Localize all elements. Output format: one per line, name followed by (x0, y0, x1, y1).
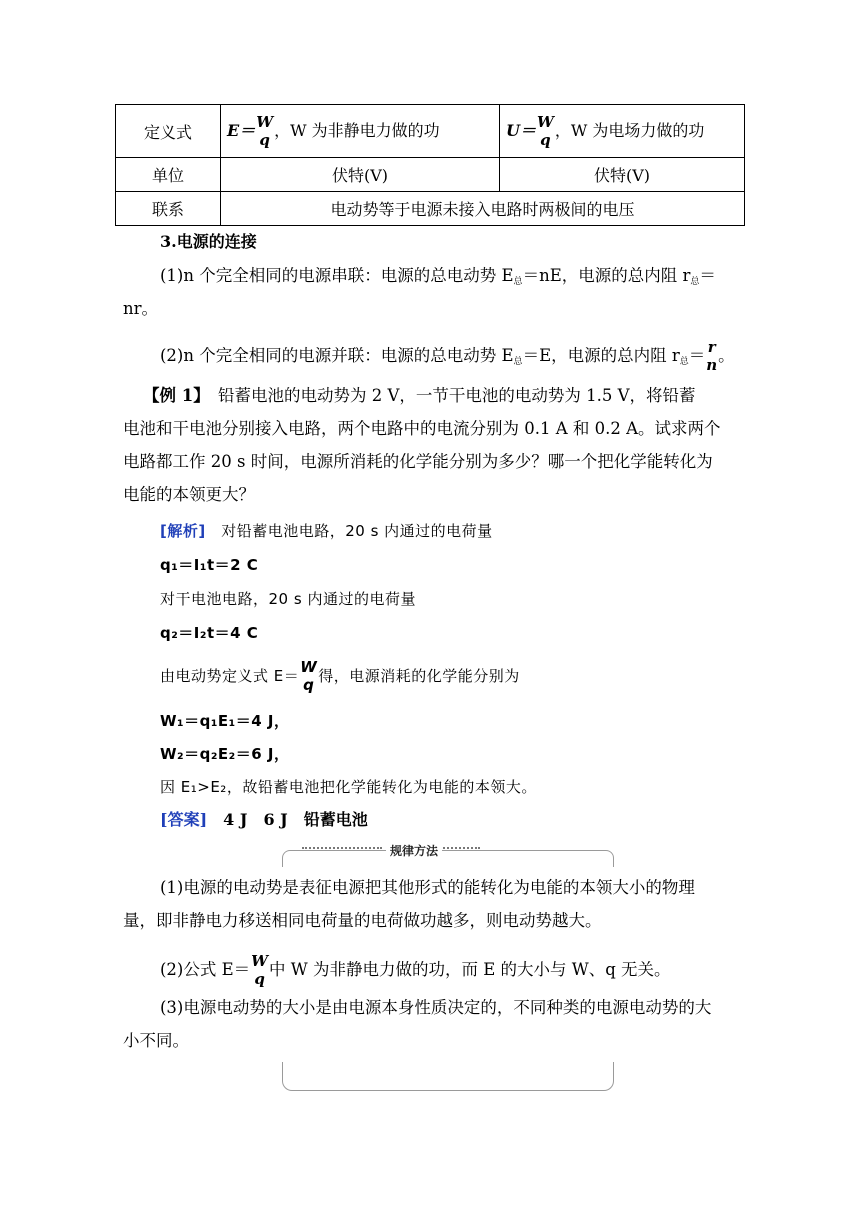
solution-line2: q₁＝I₁t＝2 C (160, 556, 259, 574)
method-p2-text-a: (2)公式 E＝ (160, 960, 251, 979)
answer-line (160, 810, 368, 830)
example-line4: 电能的本领更大？ (123, 485, 255, 504)
solution-tag: [解析] (160, 522, 206, 540)
cell-label-relation: 联系 (116, 192, 221, 226)
series-text-a: (1)n 个完全相同的电源串联：电源的总电动势 E (160, 266, 514, 285)
cell-voltage-definition (500, 105, 745, 158)
emf-numerator: W (256, 112, 274, 131)
method-p3-line1: (3)电源电动势的大小是由电源本身性质决定的，不同种类的电源电动势的大 (160, 998, 712, 1017)
solution-line5 (160, 660, 520, 693)
parallel-text-d: 。 (718, 346, 735, 365)
table-row-unit (116, 158, 745, 192)
parallel-sub1: 总 (513, 357, 523, 367)
section-heading: 3.电源的连接 (160, 232, 257, 251)
comparison-table (115, 104, 745, 226)
parallel-connection-line (160, 340, 735, 373)
solution-line3: 对干电池电路，20 s 内通过的电荷量 (160, 590, 416, 608)
series-connection-line1 (160, 266, 716, 292)
example-line3: 电路都工作 20 s 时间，电源所消耗的化学能分别为多少？哪一个把化学能转化为 (123, 452, 713, 471)
emf-denominator: q (259, 130, 270, 149)
series-connection-line2: nr。 (123, 299, 159, 318)
method-p2-line (160, 954, 671, 987)
example-label: 【例 1】 (143, 386, 202, 405)
series-sub1: 总 (513, 277, 523, 287)
cell-relation-text: 电动势等于电源未接入电路时两极间的电压 (221, 192, 745, 226)
emf-formula-prefix: E＝ (227, 120, 256, 140)
table-row-definition (116, 105, 745, 158)
solution-text1: 对铅蓄电池电路，20 s 内通过的电荷量 (221, 522, 493, 540)
example-line2: 电池和干电池分别接入电路，两个电路中的电流分别为 0.1 A 和 0.2 A。试求两个 (123, 419, 721, 438)
solution-line7: W₂＝q₂E₂＝6 J， (160, 745, 290, 763)
voltage-definition-text: ，W 为电场力做的功 (554, 120, 705, 140)
emf-definition-text: ，W 为非静电力做的功 (274, 120, 440, 140)
parallel-denominator: n (706, 356, 718, 374)
voltage-fraction (536, 112, 554, 149)
solution-line4: q₂＝I₂t＝4 C (160, 624, 259, 642)
method-p3-line2: 小不同。 (123, 1031, 189, 1050)
solution-text5a: 由电动势定义式 E＝ (160, 667, 300, 685)
solution-text5b: 得，电源消耗的化学能分别为 (318, 667, 520, 685)
series-text-c: ＝ (699, 266, 716, 285)
parallel-sub2: 总 (679, 357, 689, 367)
solution-line1 (160, 521, 493, 541)
parallel-text-c: ＝ (688, 346, 706, 365)
solution-fraction (300, 660, 317, 693)
series-text-b: ＝nE，电源的总内阻 r (522, 266, 691, 285)
method-p1-line2: 量，即非静电力移送相同电荷量的电荷做功越多，则电动势越大。 (123, 911, 602, 930)
method-p1-line1: (1)电源的电动势是表征电源把其他形式的能转化为电能的本领大小的物理 (160, 878, 695, 897)
voltage-denominator: q (540, 130, 551, 149)
solution-line8: 因 E₁>E₂，故铅蓄电池把化学能转化为电能的本领大。 (160, 778, 537, 796)
parallel-text-b: ＝E，电源的总内阻 r (522, 346, 680, 365)
emf-fraction (256, 112, 274, 149)
method-denominator: q (254, 970, 265, 988)
method-numerator: W (251, 952, 269, 970)
voltage-formula-prefix: U＝ (506, 120, 536, 140)
parallel-text-a: (2)n 个完全相同的电源并联：电源的总电动势 E (160, 346, 514, 365)
parallel-fraction (706, 340, 717, 373)
voltage-numerator: W (536, 112, 554, 131)
method-title: 规律方法 (386, 842, 442, 859)
solution-denominator: q (303, 676, 315, 694)
example-line1 (143, 386, 696, 406)
cell-voltage-unit: 伏特(V) (500, 158, 745, 192)
method-p2-text-b: 中 W 为非静电力做的功，而 E 的大小与 W、q 无关。 (269, 960, 671, 979)
answer-tag: [答案] (160, 810, 208, 829)
cell-emf-unit: 伏特(V) (221, 158, 500, 192)
answer-text: 4 J 6 J 铅蓄电池 (223, 810, 368, 829)
parallel-numerator: r (707, 338, 716, 356)
series-sub2: 总 (690, 277, 700, 287)
cell-label-unit: 单位 (116, 158, 221, 192)
example-text1: 铅蓄电池的电动势为 2 V，一节干电池的电动势为 1.5 V，将铅蓄 (217, 386, 696, 405)
method-bottom-bracket (282, 1062, 614, 1091)
table-row-relation (116, 192, 745, 226)
method-fraction (251, 954, 268, 987)
solution-numerator: W (300, 658, 318, 676)
method-dots-left (302, 847, 382, 853)
cell-emf-definition (221, 105, 500, 158)
cell-label-definition: 定义式 (116, 105, 221, 158)
solution-line6: W₁＝q₁E₁＝4 J， (160, 712, 290, 730)
